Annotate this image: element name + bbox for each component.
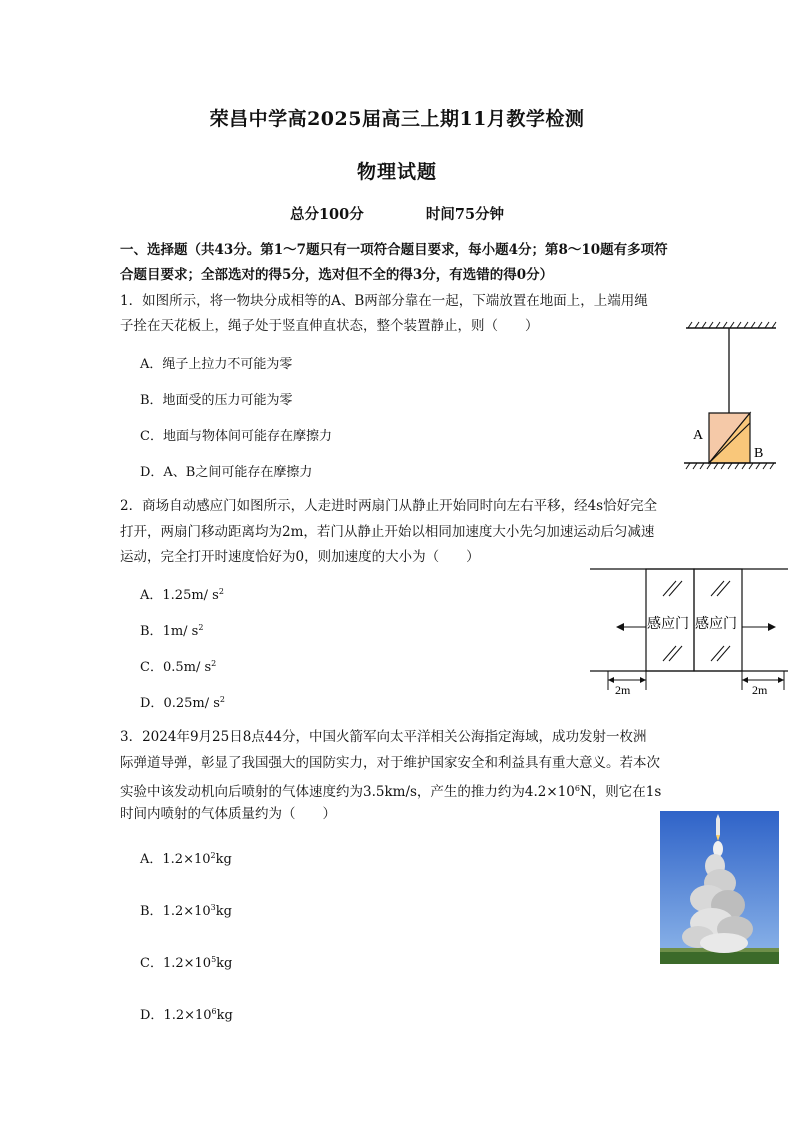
exam-title: 荣昌中学高2025届高三上期11月教学检测 [209,108,585,130]
q3-option-a[interactable]: A．$1.2\times 10^2kg$ [140,851,232,867]
total-score: 总分100分 [289,206,364,223]
q3-stem-line-2: 际弹道导弹，彰显了我国强大的国防实力，对于维护国家安全和利益具有重大意义。若本次 [120,754,660,771]
section-heading: 一、选择题（共43分。第1～7题只有一项符合题目要求，每小题4分；第8～10题有多项符合题目要求；全部选对的得5分，选对但不全的得3分，有选错的得0分） [120,242,668,283]
arrow-left [616,623,646,631]
ceiling [686,322,776,328]
arrow-right [742,623,776,631]
q2-option-a[interactable]: A．1.25m/ $s^2$ [140,587,224,603]
label-a: A [693,428,704,443]
exam-info [0,203,794,224]
rocket-launch-photo [660,811,779,964]
q1-stem-line-1: 1．如图所示，将一物块分成相等的A、B两部分靠在一起，下端放置在地面上，上端用绳 [120,293,648,309]
q1-figure [676,318,786,480]
q2-figure [588,566,790,698]
q2-stem-line-1: 2．商场自动感应门如图所示，人走进时两扇门从静止开始同时向左右平移，经4s恰好完全 [120,498,658,514]
q1-option-b[interactable]: B．地面受的压力可能为零 [140,393,293,408]
q3-stem-line-3: 实验中该发动机向后喷射的气体速度约为3.5km/s，产生的推力约为$4.2\times 10^6N$，则它在1s [120,784,662,800]
ground-strip [660,951,779,964]
door-left-label: 感应门 [647,616,689,632]
q2-stem-line-2: 打开，两扇门移动距离均为2m，若门从静止开始以相同加速度大小先匀加速运动后匀减速 [120,523,655,540]
q3-option-c[interactable]: C．$1.2\times 10^5kg$ [140,955,233,971]
q3-stem-line-1: 3．2024年9月25日8点44分，中国火箭军向太平洋相关公海指定海域，成功发射一枚洲 [120,729,647,745]
exam-time: 时间75分钟 [425,206,505,223]
q1-option-c[interactable]: C．地面与物体间可能存在摩擦力 [140,429,332,444]
dist-left-label: 2m [615,683,631,697]
q1-option-a[interactable]: A．绳子上拉力不可能为零 [140,357,293,372]
label-b: B [754,446,764,461]
q2-option-b[interactable]: B．1m/ $s^2$ [140,623,204,639]
q3-stem-line-4: 时间内喷射的气体质量约为（ ） [120,805,336,822]
q3-option-d[interactable]: D．$1.2\times 10^6kg$ [140,1007,233,1023]
subject-title: 物理试题 [356,161,437,183]
q2-option-d[interactable]: D．0.25m/ $s^2$ [140,695,225,711]
ground [684,463,776,469]
q3-option-b[interactable]: B．$1.2\times 10^3kg$ [140,903,232,919]
door-right-label: 感应门 [695,616,737,632]
dist-right-label: 2m [752,683,768,697]
q2-option-c[interactable]: C．0.5m/ $s^2$ [140,659,217,675]
q2-stem-line-3: 运动，完全打开时速度恰好为0，则加速度的大小为（ ） [120,549,480,565]
q1-stem-line-2: 子拴在天花板上，绳子处于竖直伸直状态，整个装置静止，则（ ） [120,318,539,334]
q1-option-d[interactable]: D．A、B之间可能存在摩擦力 [140,465,313,480]
